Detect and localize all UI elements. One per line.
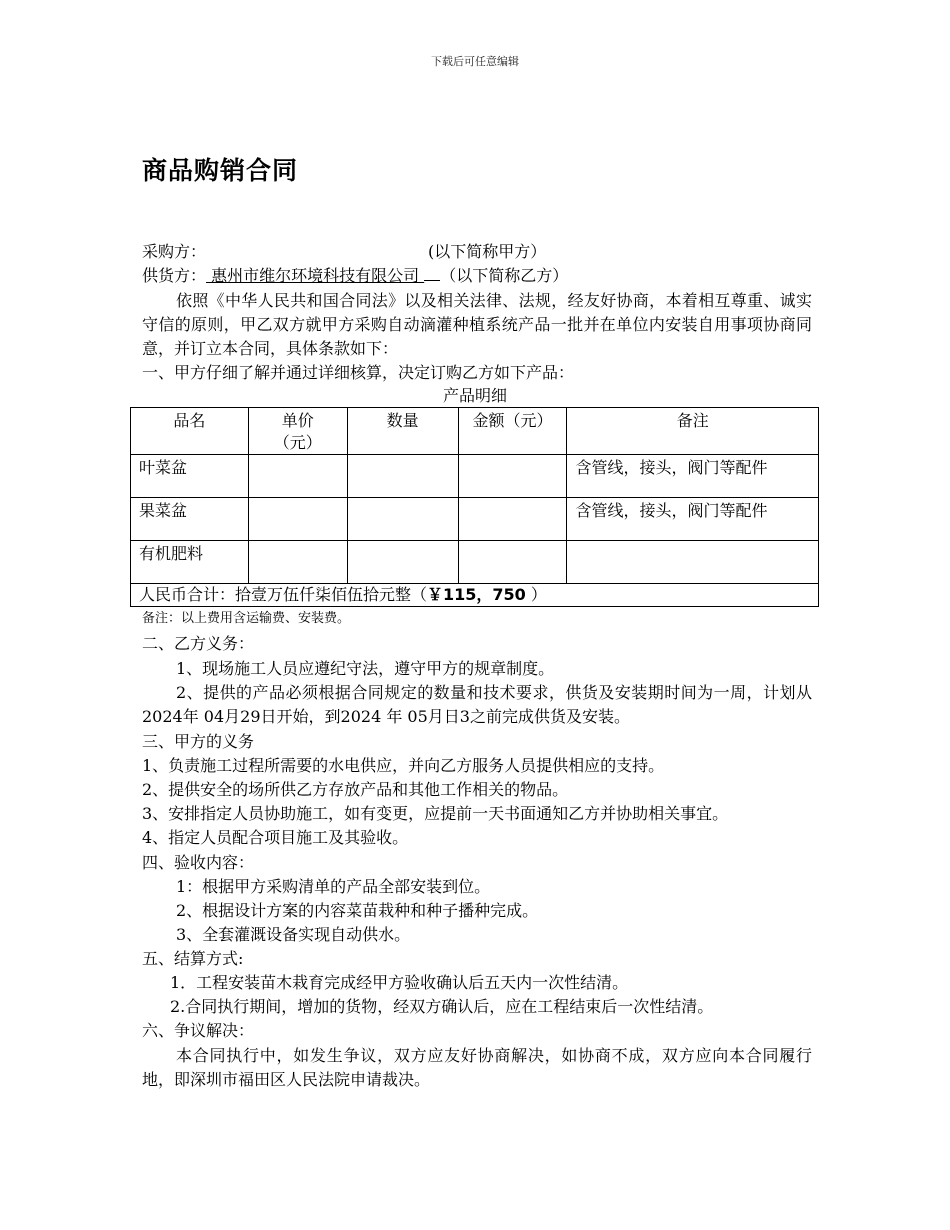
seller-line xyxy=(142,265,568,287)
header-quantity: 数量 xyxy=(347,408,458,455)
cell-unit-price xyxy=(248,498,347,541)
total-amount: ￥115，750 xyxy=(427,585,526,604)
section-3-item: 3、安排指定人员协助施工，如有变更，应提前一天书面通知乙方并协助相关事宜。 xyxy=(142,804,729,823)
section-1-heading: 一、甲方仔细了解并通过详细核算，决定订购乙方如下产品： xyxy=(142,363,575,382)
section-3-item: 1、负责施工过程所需要的水电供应，并向乙方服务人员提供相应的支持。 xyxy=(142,756,665,775)
cell-unit-price xyxy=(248,455,347,498)
cell-product-name: 果菜盆 xyxy=(131,498,249,541)
table-caption: 产品明细 xyxy=(442,386,507,405)
section-5-item: 1．工程安装苗木栽育完成经甲方验收确认后五天内一次性结清。 xyxy=(170,973,629,992)
buyer-line xyxy=(142,241,546,263)
header-remark: 备注 xyxy=(567,408,819,455)
cell-quantity xyxy=(347,498,458,541)
section-2-item: 2、提供的产品必须根据合同规定的数量和技术要求，供货及安装期时间为一周，计划从2024年 04月29日开始，到2024 年 05月日3之前完成供货及安装。 xyxy=(142,683,812,726)
cell-amount xyxy=(458,498,567,541)
cell-quantity xyxy=(347,541,458,584)
intro-paragraph: 依照《中华人民共和国合同法》以及相关法律、法规，经友好协商，本着相互尊重、诚实守信的原则，甲乙双方就甲方采购自动滴灌种植系统产品一批并在单位内安装自用事项协商同意，并订立本合同，具体条款如下： xyxy=(142,291,812,358)
cell-amount xyxy=(458,541,567,584)
section-3-item: 2、提供安全的场所供乙方存放产品和其他工作相关的物品。 xyxy=(142,780,569,799)
section-4-heading: 四、验收内容： xyxy=(142,853,255,872)
header-unit-price xyxy=(248,408,347,455)
cell-quantity xyxy=(347,455,458,498)
cell-amount xyxy=(458,455,567,498)
section-5-item: 2.合同执行期间，增加的货物，经双方确认后，应在工程结束后一次性结清。 xyxy=(170,997,714,1016)
table-row xyxy=(131,498,819,541)
table-total-row xyxy=(131,584,819,607)
header-unit-price-text: 单价（元） xyxy=(273,411,322,452)
cell-total xyxy=(131,584,819,607)
cell-product-name: 有机肥料 xyxy=(131,541,249,584)
header-note: 下载后可任意编辑 xyxy=(431,55,519,68)
header-product-name: 品名 xyxy=(131,408,249,455)
section-3-heading: 三、甲方的义务 xyxy=(142,732,255,751)
header-amount: 金额（元） xyxy=(458,408,567,455)
cell-remark: 含管线，接头，阀门等配件 xyxy=(567,498,819,541)
product-table xyxy=(130,407,819,607)
cell-remark: 含管线，接头，阀门等配件 xyxy=(567,455,819,498)
cell-product-name: 叶菜盆 xyxy=(131,455,249,498)
table-remark: 备注：以上费用含运输费、安装费。 xyxy=(142,611,351,626)
table-header-row xyxy=(131,408,819,455)
section-5-heading: 五、结算方式: xyxy=(142,949,244,968)
total-prefix: 人民币合计：拾壹万伍仟柒佰伍拾元整（ xyxy=(139,585,428,604)
seller-suffix: （以下简称乙方） xyxy=(440,266,569,285)
section-2-item: 1、现场施工人员应遵纪守法，遵守甲方的规章制度。 xyxy=(176,659,555,678)
section-4-item: 1：根据甲方采购清单的产品全部安装到位。 xyxy=(176,877,491,896)
seller-name: 惠州市维尔环境科技有限公司 xyxy=(206,266,425,285)
seller-label: 供货方： xyxy=(142,266,207,285)
section-6-heading: 六、争议解决： xyxy=(142,1021,255,1040)
table-row xyxy=(131,541,819,584)
section-3-item: 4、指定人员配合项目施工及其验收。 xyxy=(142,828,409,847)
table-row xyxy=(131,455,819,498)
total-suffix: ） xyxy=(525,585,547,604)
document-title: 商品购销合同 xyxy=(142,156,299,185)
buyer-suffix: (以下简称甲方） xyxy=(428,242,547,261)
section-2-heading: 二、乙方义务： xyxy=(142,634,255,653)
section-4-item: 2、根据设计方案的内容菜苗栽种和种子播种完成。 xyxy=(176,901,539,920)
section-6-text: 本合同执行中，如发生争议，双方应友好协商解决，如协商不成，双方应向本合同履行地，即深圳市福田区人民法院申请裁决。 xyxy=(142,1046,812,1089)
cell-remark xyxy=(567,541,819,584)
seller-underline-tail xyxy=(424,266,440,281)
section-4-item: 3、全套灌溉设备实现自动供水。 xyxy=(176,925,411,944)
cell-unit-price xyxy=(248,541,347,584)
buyer-label: 采购方： xyxy=(142,242,207,261)
